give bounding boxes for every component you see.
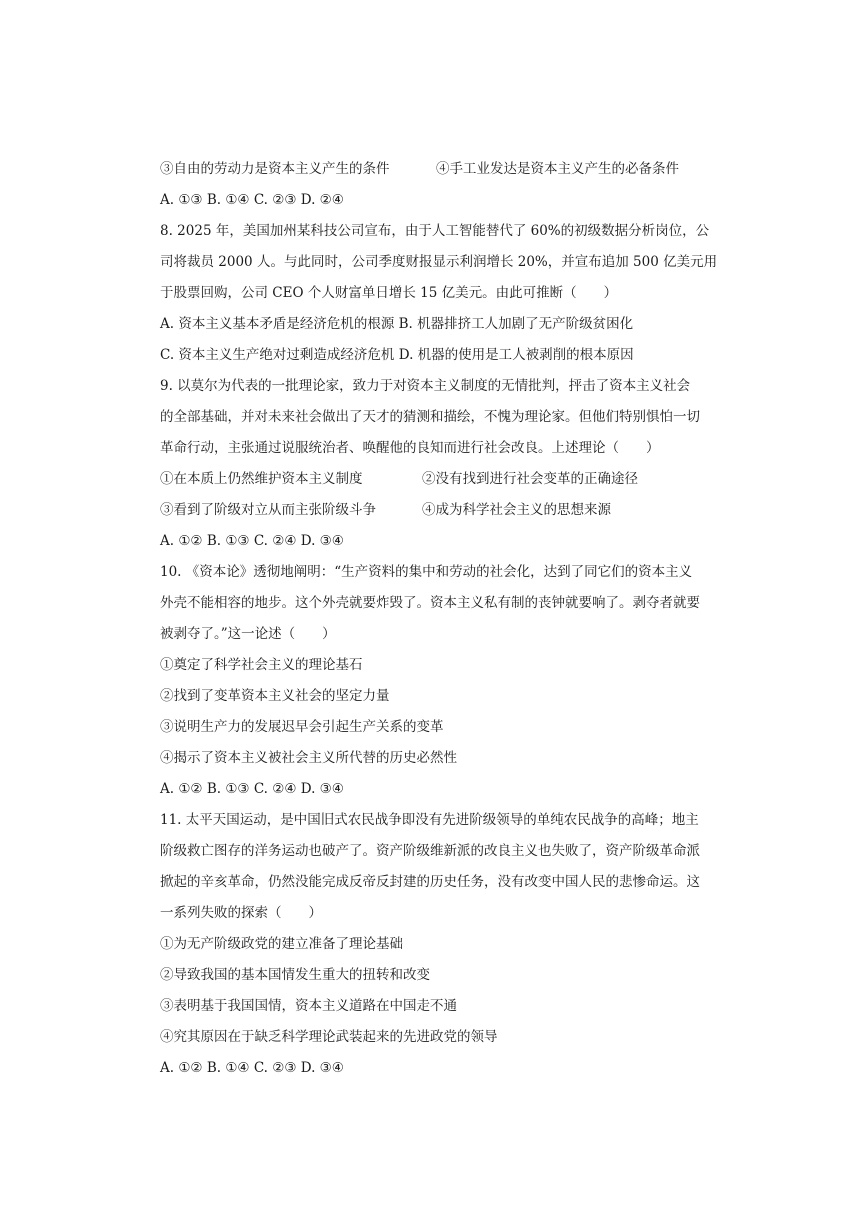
q9-options-row-2 bbox=[160, 501, 720, 519]
q9-choices: A. ①② B. ①③ C. ②④ D. ③④ bbox=[160, 533, 344, 549]
q10-stem-line-2: 外壳不能相容的地步。这个外壳就要炸毁了。资本主义私有制的丧钟就要响了。剥夺者就要 bbox=[160, 595, 700, 611]
q8-options-ab: A. 资本主义基本矛盾是经济危机的根源 B. 机器排挤工人加剧了无产阶级贫困化 bbox=[160, 316, 634, 332]
q7-option-3: ③自由的劳动力是资本主义产生的条件 bbox=[160, 161, 390, 177]
q8-stem-line-2: 司将裁员 2000 人。与此同时，公司季度财报显示利润增长 20%，并宣布追加 500 亿美元用 bbox=[160, 254, 718, 270]
q7-option-4: ④手工业发达是资本主义产生的必备条件 bbox=[436, 161, 679, 177]
q10-stem-line-3: 被剥夺了。”这一论述（ ） bbox=[160, 626, 336, 642]
q11-stem-line-1: 11. 太平天国运动，是中国旧式农民战争即没有先进阶级领导的单纯农民战争的高峰；地主 bbox=[160, 812, 699, 828]
q11-stem-line-2: 阶级救亡图存的洋务运动也破产了。资产阶级维新派的改良主义也失败了，资产阶级革命派 bbox=[160, 843, 700, 859]
q9-option-4: ④成为科学社会主义的思想来源 bbox=[422, 502, 611, 518]
q8-stem-line-3: 于股票回购，公司 CEO 个人财富单日增长 15 亿美元。由此可推断（ ） bbox=[160, 285, 618, 301]
q8-options-cd: C. 资本主义生产绝对过剩造成经济危机 D. 机器的使用是工人被剥削的根本原因 bbox=[160, 347, 634, 363]
q7-options-row-2 bbox=[160, 160, 720, 178]
q9-stem-line-1: 9. 以莫尔为代表的一批理论家，致力于对资本主义制度的无情批判，抨击了资本主义社会 bbox=[160, 378, 691, 394]
q10-option-3: ③说明生产力的发展迟早会引起生产关系的变革 bbox=[160, 719, 444, 735]
q11-option-1: ①为无产阶级政党的建立准备了理论基础 bbox=[160, 936, 403, 952]
q11-stem-line-3: 掀起的辛亥革命，仍然没能完成反帝反封建的历史任务，没有改变中国人民的悲惨命运。这 bbox=[160, 874, 700, 890]
q9-stem-line-2: 的全部基础，并对未来社会做出了天才的猜测和描绘，不愧为理论家。但他们特别惧怕一切 bbox=[160, 409, 700, 425]
q10-option-2: ②找到了变革资本主义社会的坚定力量 bbox=[160, 688, 390, 704]
q11-option-3: ③表明基于我国国情，资本主义道路在中国走不通 bbox=[160, 998, 457, 1014]
q8-stem-line-1: 8. 2025 年，美国加州某科技公司宣布，由于人工智能替代了 60%的初级数据分析岗位，公 bbox=[160, 223, 710, 239]
q11-option-4: ④究其原因在于缺乏科学理论武装起来的先进政党的领导 bbox=[160, 1029, 498, 1045]
q10-option-1: ①奠定了科学社会主义的理论基石 bbox=[160, 657, 363, 673]
q10-option-4: ④揭示了资本主义被社会主义所代替的历史必然性 bbox=[160, 750, 457, 766]
q9-option-3: ③看到了阶级对立从而主张阶级斗争 bbox=[160, 502, 376, 518]
q11-option-2: ②导致我国的基本国情发生重大的扭转和改变 bbox=[160, 967, 430, 983]
q9-option-1: ①在本质上仍然维护资本主义制度 bbox=[160, 471, 363, 487]
q7-choices: A. ①③ B. ①④ C. ②③ D. ②④ bbox=[160, 192, 344, 208]
q11-stem-line-4: 一系列失败的探索（ ） bbox=[160, 905, 322, 921]
q11-choices: A. ①② B. ①④ C. ②③ D. ③④ bbox=[160, 1060, 344, 1076]
q9-options-row-1 bbox=[160, 470, 720, 488]
q9-stem-line-3: 革命行动，主张通过说服统治者、唤醒他的良知而进行社会改良。上述理论（ ） bbox=[160, 440, 660, 456]
q10-stem-line-1: 10. 《资本论》透彻地阐明：“生产资料的集中和劳动的社会化，达到了同它们的资本主义 bbox=[160, 564, 693, 580]
q9-option-2: ②没有找到进行社会变革的正确途径 bbox=[422, 471, 638, 487]
q10-choices: A. ①② B. ①③ C. ②④ D. ③④ bbox=[160, 781, 344, 797]
